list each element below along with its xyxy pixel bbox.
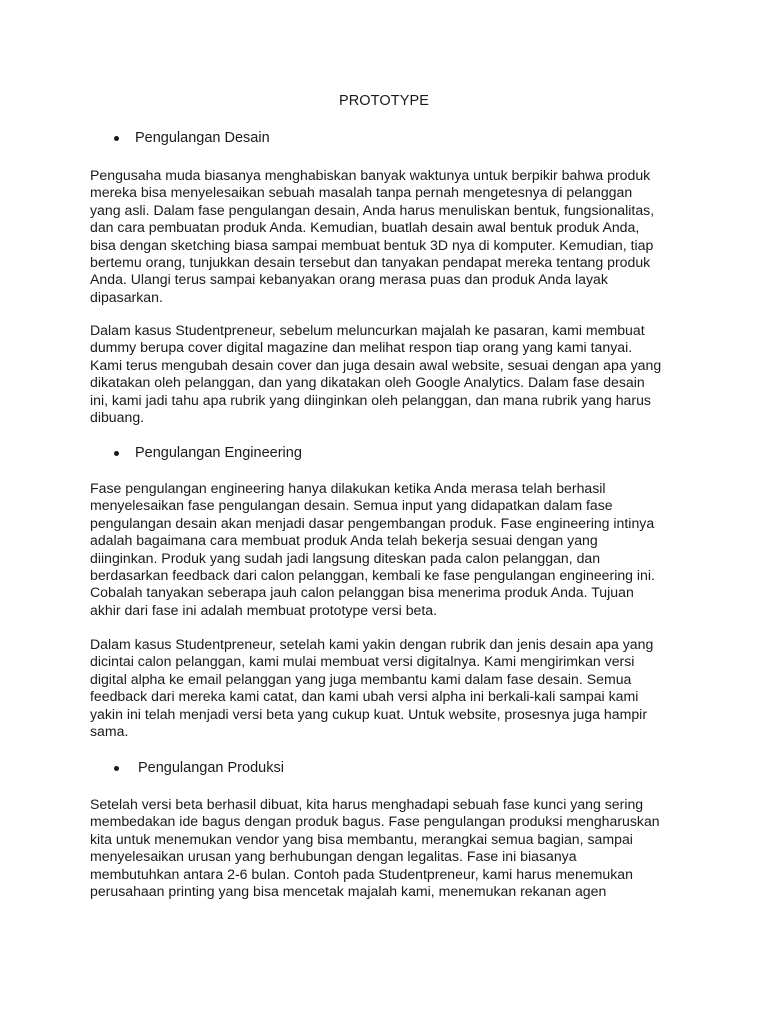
bullet-icon [114, 766, 119, 771]
section-heading-label: Pengulangan Engineering [135, 445, 302, 461]
text-line: membutuhkan antara 2-6 bulan. Contoh pada Studentpreneur, kami harus menemukan [90, 865, 633, 882]
text-line: menyelesaikan fase pengulangan desain. Semua input yang didapatkan dalam fase [90, 497, 613, 514]
text-line: Anda. Ulangi terus sampai kebanyakan orang merasa puas dan produk Anda layak [90, 271, 608, 288]
text-line: dan cara pembuatan produk Anda. Kemudian, buatlah desain awal bentuk produk Anda, [90, 219, 640, 236]
paragraph [90, 636, 690, 740]
section-heading-label: Pengulangan Produksi [138, 760, 284, 776]
text-line: akhir dari fase ini adalah membuat prototype versi beta. [90, 601, 438, 618]
text-line: berdasarkan feedback dari calon pelanggan, kembali ke fase pengulangan engineering ini. [90, 567, 655, 584]
text-line: diinginkan. Produk yang sudah jadi langsung diteskan pada calon pelanggan, dan [90, 549, 601, 566]
text-line: ini, kami jadi tahu apa rubrik yang diinginkan oleh pelanggan, dan mana rubrik yang harus [90, 391, 651, 408]
paragraph [90, 167, 690, 306]
text-line: Pengusaha muda biasanya menghabiskan banyak waktunya untuk berpikir bahwa produk [90, 167, 651, 183]
text-line: adalah bagaimana cara membuat produk Anda telah bekerja sesuai dengan yang [90, 532, 598, 549]
paragraph [90, 796, 690, 900]
text-line: dicintai calon pelanggan, kami mulai membuat versi digitalnya. Kami mengirimkan versi [90, 653, 635, 670]
bullet-icon [114, 451, 119, 456]
text-line: digital alpha ke email pelanggan yang juga membantu kami dalam fase desain. Semua [90, 670, 632, 687]
text-line: Dalam kasus Studentpreneur, setelah kami yakin dengan rubrik dan jenis desain apa yang [90, 636, 654, 652]
text-line: Kami terus mengubah desain cover dan juga desain awal website, sesuai dengan apa yang [90, 356, 662, 373]
section-heading-label: Pengulangan Desain [135, 130, 270, 146]
text-line: dipasarkan. [90, 288, 163, 305]
text-line: Cobalah tanyakan seberapa jauh calon pelanggan bisa menerima produk Anda. Tujuan [90, 584, 634, 601]
text-line: feedback dari mereka kami catat, dan kami ubah versi alpha ini berkali-kali sampai kami [90, 688, 639, 705]
page-title: PROTOTYPE [338, 93, 430, 109]
text-line: dikatakan oleh pelanggan, dan yang dikatakan oleh Google Analytics. Dalam fase desain [90, 374, 645, 391]
paragraph [90, 322, 690, 426]
section-heading-produksi [114, 760, 284, 777]
text-line: menyelesaikan urusan yang berhubungan dengan legalitas. Fase ini biasanya [90, 848, 577, 865]
section-heading-engineering [114, 445, 302, 462]
text-line: Dalam kasus Studentpreneur, sebelum meluncurkan majalah ke pasaran, kami membuat [90, 322, 645, 338]
text-line: Fase pengulangan engineering hanya dilakukan ketika Anda merasa telah berhasil [90, 480, 606, 496]
text-line: bisa dengan sketching biasa sampai membuat bentuk 3D nya di komputer. Kemudian, tiap [90, 236, 654, 253]
text-line: perusahaan printing yang bisa mencetak majalah kami, menemukan rekanan agen [90, 883, 607, 900]
section-heading-desain [114, 130, 270, 147]
text-line: sama. [90, 723, 129, 740]
text-line: membedakan ide bagus dengan produk bagus. Fase pengulangan produksi mengharuskan [90, 813, 660, 830]
text-line: mereka bisa menyelesaikan sebuah masalah tanpa pernah mengetesnya di pelanggan [90, 184, 633, 201]
text-line: Setelah versi beta berhasil dibuat, kita harus menghadapi sebuah fase kunci yang sering [90, 796, 644, 812]
text-line: kita untuk menemukan vendor yang bisa membantu, merangkai semua bagian, sampai [90, 830, 633, 847]
text-line: dummy berupa cover digital magazine dan melihat respon tiap orang yang kami tanyai. [90, 339, 633, 356]
text-line: dibuang. [90, 409, 145, 426]
text-line: yang asli. Dalam fase pengulangan desain, Anda harus menuliskan bentuk, fungsionalitas, [90, 201, 655, 218]
bullet-icon [114, 136, 119, 141]
text-line: pengulangan desain akan menjadi dasar pengembangan produk. Fase engineering intinya [90, 514, 655, 531]
text-line: bertemu orang, tunjukkan desain tersebut dan tanyakan pendapat mereka tentang produk [90, 254, 651, 271]
paragraph [90, 480, 690, 619]
text-line: yakin ini telah menjadi versi beta yang cukup kuat. Untuk website, prosesnya juga hampir [90, 705, 648, 722]
